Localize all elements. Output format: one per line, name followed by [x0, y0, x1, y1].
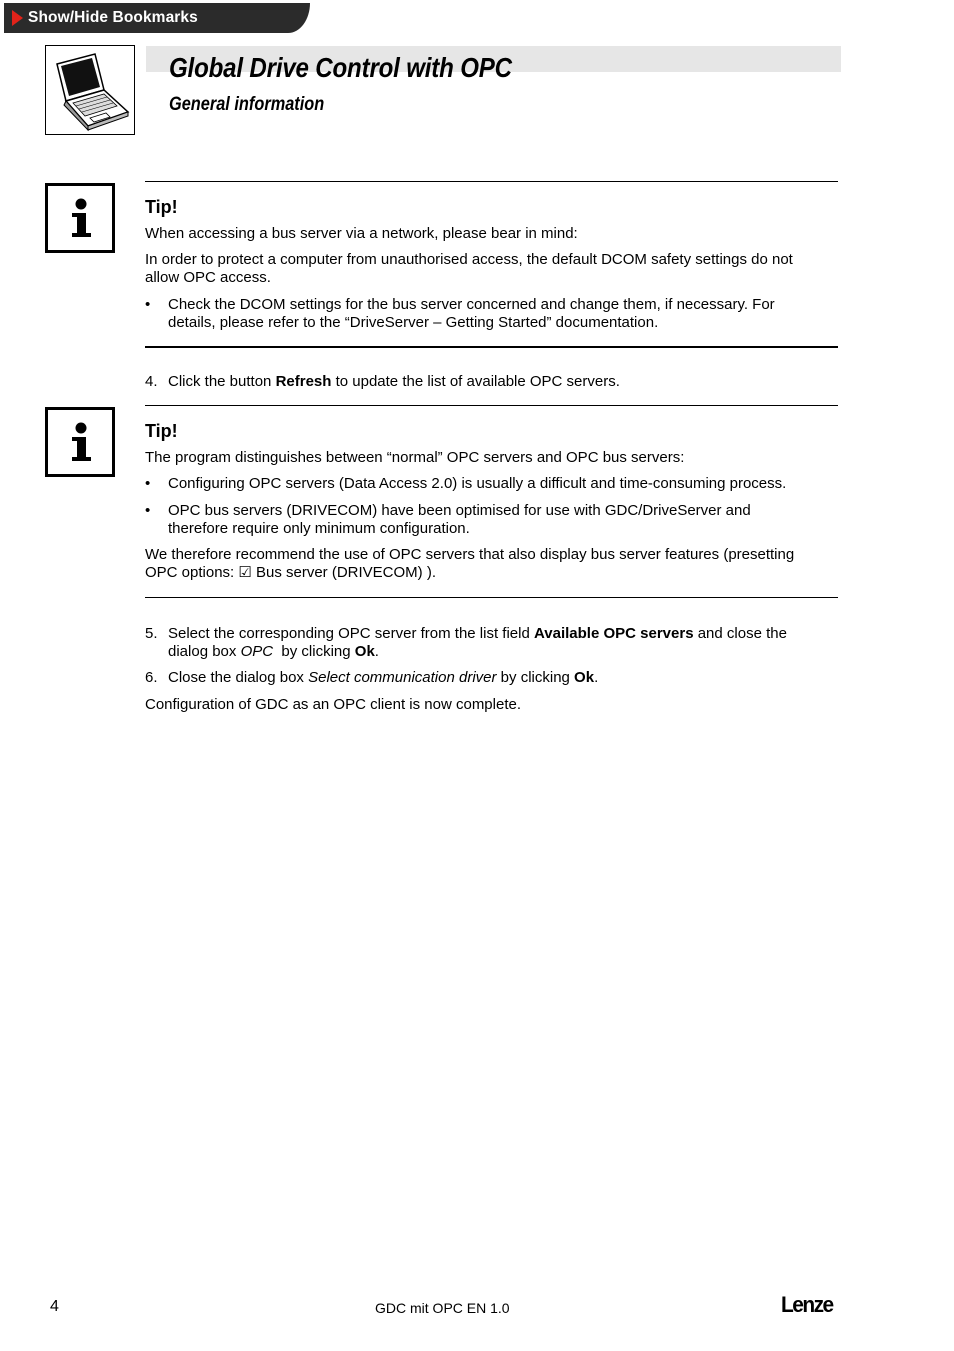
info-icon	[45, 407, 115, 477]
bullet-dot: •	[145, 502, 151, 519]
available-opc-servers-reference: Available OPC servers	[534, 625, 694, 642]
tip-bottom-rule	[145, 346, 838, 348]
tip-paragraph-line: We therefore recommend the use of OPC servers that also display bus server features (presetting	[145, 546, 795, 563]
bullet-line: therefore require only minimum configuration.	[168, 520, 470, 537]
bullet-item	[145, 502, 840, 538]
tip-intro: When accessing a bus server via a network, please bear in mind:	[145, 225, 578, 242]
tip-heading: Tip!	[145, 421, 178, 441]
tip-intro: The program distinguishes between “normal” OPC servers and OPC bus servers:	[145, 449, 685, 466]
opc-dialog-reference: OPC	[240, 643, 274, 660]
step-4: 4. Click the button Refresh to update the list of available OPC servers.	[145, 373, 620, 390]
tip-bottom-rule	[145, 597, 838, 598]
tip-heading: Tip!	[145, 197, 178, 217]
tip-paragraph-line: allow OPC access.	[145, 269, 271, 286]
info-icon	[45, 183, 115, 253]
tip-paragraph-line: OPC options: ☑ Bus server (DRIVECOM) ).	[145, 564, 437, 581]
bullet-line: details, please refer to the “DriveServer – Getting Started” documentation.	[168, 314, 659, 331]
step-5: 5. Select the corresponding OPC server from the list field Available OPC servers and close the dialog box OPC by clicking Ok.	[145, 625, 787, 660]
ok-reference: Ok	[574, 669, 595, 686]
tip-paragraph-line: In order to protect a computer from unauthorised access, the default DCOM safety settings do not	[145, 251, 793, 268]
bullet-item	[145, 296, 840, 332]
conclusion-text: Configuration of GDC as an OPC client is now complete.	[145, 696, 522, 713]
step-number: 6.	[145, 669, 158, 686]
bullet-dot: •	[145, 475, 151, 492]
triangle-right-icon	[12, 10, 23, 26]
bookmarks-label: Show/Hide Bookmarks	[28, 9, 198, 26]
select-communication-driver-reference: Select communication driver	[308, 669, 497, 686]
page-title: Global Drive Control with OPC	[169, 52, 512, 83]
page-number: 4	[50, 1298, 59, 1315]
show-hide-bookmarks-button[interactable]	[4, 3, 310, 33]
lenze-logo: Lenze	[781, 1292, 833, 1317]
step-number: 4.	[145, 373, 158, 390]
laptop-icon	[45, 45, 135, 135]
refresh-reference: Refresh	[275, 373, 332, 390]
page-subtitle: General information	[169, 94, 325, 115]
tip-top-rule	[145, 405, 838, 406]
bullet-item	[145, 475, 840, 493]
step-number: 5.	[145, 625, 158, 642]
ok-reference: Ok	[354, 643, 375, 660]
step-6: 6. Close the dialog box Select communication driver by clicking Ok.	[145, 669, 599, 686]
tip-top-rule	[145, 181, 838, 182]
bullet-line: Check the DCOM settings for the bus server concerned and change them, if necessary. For	[168, 296, 775, 313]
bullet-dot: •	[145, 296, 151, 313]
footer-document-id: GDC mit OPC EN 1.0	[375, 1300, 510, 1316]
bullet-line: OPC bus servers (DRIVECOM) have been optimised for use with GDC/DriveServer and	[168, 502, 751, 519]
bullet-line: Configuring OPC servers (Data Access 2.0) is usually a difficult and time-consuming process.	[168, 475, 787, 492]
